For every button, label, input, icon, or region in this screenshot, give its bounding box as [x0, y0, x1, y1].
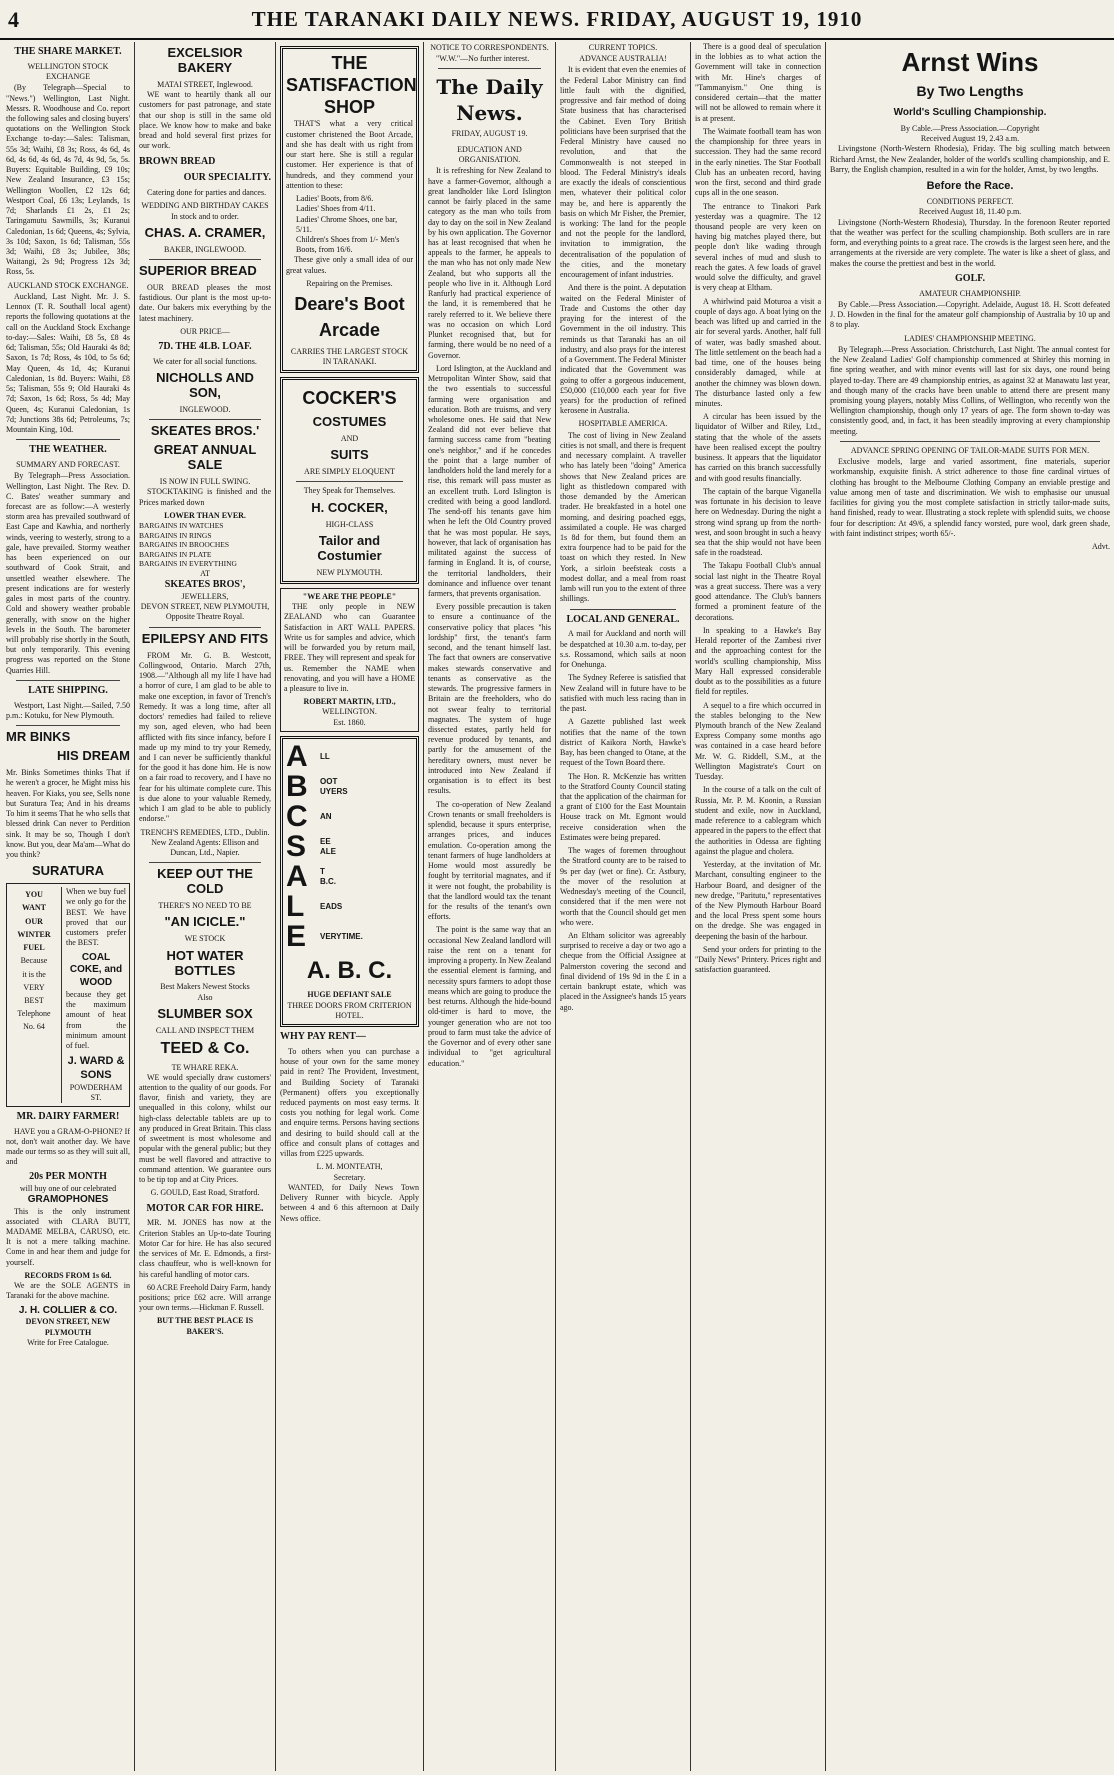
editorial-heading: EDUCATION AND ORGANISATION.	[457, 144, 522, 165]
editorial-paragraph: Lord Islington, at the Auckland and Metropolitan Winter Show, said that the two essentials to successful farming were organisation and education. Both are truisms, and very wholesome ones. He said that New Zealand did not ever believe that farming success came from "beating one's neighbor," and if he concedes the point that a large number of landholders hold the land merely for a rise, this remark will pass muster as an excellent truth. Lord Islington is credited with being a good landlord. The send-off his tenants gave him when he left the Old Country proved that he was most popular. He says, however, that lack of organisation has militated against the success of farming in England. It is, of course, the territorial landholders, their dominance and influence over tenant farmers, that prevents organisation.	[428, 363, 551, 598]
suratura-heading: SURATURA	[32, 863, 104, 879]
binks-heading-1: MR BINKS	[6, 729, 71, 745]
fuel-left-word: VERY	[23, 982, 45, 992]
abc-row	[286, 799, 413, 833]
divider	[149, 862, 261, 863]
editorial-paragraph: The point is the same way that an occasional New Zealand landlord will raise the rent on a tenant for improving a property. In New Zealand the essential element is farming, and necessity spurs farmers to adopt those means which are going to produce the best returns. Although the hide-bound old-timer is hard to move, the younger generation who are not too proud to farm must take the advice of the Governor and of every other sane individual to "get agricultural education."	[428, 925, 551, 1068]
rent-heading: WHY PAY RENT—	[280, 1031, 366, 1042]
fuel-left-word: Telephone	[17, 1009, 51, 1019]
deare-heading-1: Deare's Boot	[294, 294, 405, 315]
weather-heading: THE WEATHER.	[29, 444, 107, 456]
nicholls-sub: INGLEWOOD.	[179, 405, 231, 414]
skeates-firm: SKEATES BROS',	[164, 579, 246, 591]
weather-text: By Telegraph—Press Association. Wellington, Last Night. The Rev. D. C. Bates' weather summary and forecast are as follow:—A westerly storm area has prevailed southward of East Cape and Kawhia, and northerly winds, veering to westerly, strong to a gale, have prevailed. Stormy weather has been experienced on our southward of Cook Strait, and unsettled weather elsewhere. The present indications are for westerly gales in most parts of the country. Cold and showery weather probable generally, with snow on the higher levels in the South. The barometer will probably rise shortly in the South, but only temporarily. This evening progress was reported on the Stone Quarries Hill.	[6, 471, 130, 675]
sole-agents: We are the SOLE AGENTS in Taranaki for the above machine.	[6, 1281, 130, 1301]
local-item-paragraph: A whirlwind paid Moturoa a visit a couple of days ago. A boat lying on the beach was lifted up and carried in the air for several yards. Another, half full of water, was badly smashed about. The little settlement on the beach had a bad time, one of the houses being considerably damaged, while at another the chimney was blown down. The disturbance lasted only a few minutes.	[695, 296, 821, 408]
local-item-paragraph: In the course of a talk on the cult of Russia, Mr. P. M. Koonin, a Russian student and exile, now in Auckland, made reference to a cablegram which appeared in the papers to the effect that the authorities in Odessa are fighting against the plague and cholera.	[695, 785, 821, 856]
abc-word: VERYTIME.	[320, 931, 363, 941]
superior-bread-text: OUR BREAD pleases the most fastidious. Our plant is the most up-to-date. Our bakers mix everything by the latest machinery.	[139, 282, 271, 323]
fuel-middle-text: because they get the maximum amount of heat from the minimum amount of fuel.	[66, 989, 126, 1051]
divider	[149, 419, 261, 420]
slumber-sox: SLUMBER SOX	[157, 1005, 253, 1021]
keep-out-cold: KEEP OUT THE COLD	[157, 866, 253, 897]
column-5	[560, 42, 686, 1771]
abc-letter: E	[286, 919, 307, 953]
fuel-left-word: YOU	[25, 890, 43, 900]
local-paragraph: The Sydney Referee is satisfied that New Zealand will in future have to be satisfied with much less racing than in the past.	[560, 673, 686, 714]
ward-fuel-advert	[6, 883, 130, 1107]
cater-text: We cater for all social functions.	[153, 356, 257, 366]
abc-letter: L	[286, 889, 305, 923]
cocker-suits: SUITS	[330, 447, 369, 463]
te-whare-reka: TE WHARE REKA.	[171, 1062, 239, 1072]
column-2	[139, 42, 271, 1771]
fuel-left-word: BEST	[24, 996, 44, 1006]
abc-word: AN	[320, 811, 332, 821]
divider	[16, 680, 120, 681]
hospitable-text: The cost of living in New Zealand cities is not small, and there is frequent and necessary complaint. A traveller who has lately been "doing" America shows that New Zealand prices are light as thistledown compared with those demanded by the American trader. He breakfasted in a hotel one morning, and desiring poached eggs, assimilated a couple. He was charged 1s 8d for them, but found them an extra fourpence had to be paid for the toast on which they rested. In New York, a sirloin beefsteak costs a modest dollar, and a meal from roast lamb will run you to the extent of three shillings.	[560, 430, 686, 604]
farm-text: 60 ACRE Freehold Dairy Farm, handy positions; price £62 acre. Will arrange your own terms.—Hickman F. Russell.	[139, 1282, 271, 1313]
divider	[149, 259, 261, 260]
fuel-left-word: Because	[20, 956, 48, 966]
abc-letter: S	[286, 829, 307, 863]
local-paragraph: An Eltham solicitor was agreeably surprised to receive a day or two ago a cheque from the Official Assignee at Palmerston covering the second and final dividend of 19s 9d in the £ in a certain bankrupt estate, which was placed in the Assignee's hands 15 years ago.	[560, 931, 686, 1012]
column-rule	[134, 42, 135, 1771]
advance-spring-text: Exclusive models, large and varied assortment, fine materials, superior workmanship, exquisite finish. A strict adherence to those fine cardinal virtues of clothing has brought to the Melbourne Clothing Company an enviable prestige and value among men of taste and discrimination. We wish to emphasise our unusual facilities for giving you the most complete satisfaction in strictly tailor-made suits, hand finished, ready to wear. Illustrating a stock replete with splendid suits, we choose four for description: At 49/6, a splendid fancy worsted, pure wool, dark green shade, with faint indistinct stripes; worth 65/-.	[830, 457, 1110, 538]
editorial-paragraph: The co-operation of New Zealand Crown tenants or small freeholders is splendid, because it spurs enterprise, arranges prices, and induces emulation. Co-operation among the tenant farmers of huge landholders at Home would most assuredly be fought by territorial magnates, and if it were not fought, the probability is that the landlord would tax the tenant for the results of the tenant's own efforts.	[428, 799, 551, 922]
catering-text: Catering done for parties and dances.	[147, 188, 267, 198]
arnst-subheadline: By Two Lengths	[916, 83, 1024, 100]
cocker-eloquent: ARE SIMPLY ELOQUENT	[304, 467, 395, 477]
current-topics-paragraph: It is evident that even the enemies of the Federal Labor Ministry can find little fault with the dignified, progressive and fair method of doing State business that has characterised the Cabinet. Even Tory British politicians have been surprised that the Federal Ministry have caused no revolution, and that the Commonwealth is not steeped in blood. The Federal Ministry's ideals are exactly the ideals of conscientious men, whatever their political color may be, and here is apparently the basis on which Mr Fisher, the Premier, is working: The land for the people and not the people for the landlord, invitation to immigration, the decentralisation of the population of the cities, and the monetary encouragement of infant industries.	[560, 65, 686, 280]
epilepsy-text: FROM Mr. G. B. Westcott, Collingwood, Ontario. March 27th, 1908.—"Although all my life I have had a horror of cure, I am glad to be able to make one exception, in favor of Trench's Remedy. It was a long time, after all doctors' remedies had failed to relieve my son, aged eleven, who had been afflicted with fits since infancy, before I made up my mind to try your Remedy, and I can never be sufficiently thankful for the good it has done him. He is now on a fair road to recovery, and I have no fear for his ultimate complete cure. This is due alone to your valuable Remedy, which I am glad to be able to publicly endorse."	[139, 650, 271, 824]
skeates-heading-3: IS NOW IN FULL SWING.	[159, 477, 251, 487]
divider	[296, 481, 403, 482]
local-paragraph: A mail for Auckland and north will be despatched at 10.30 a.m. to-day, per s.s. Rossamond, which sails at noon for Onehunga.	[560, 629, 686, 670]
best-makers: Best Makers Newest Stocks	[160, 982, 250, 992]
weather-subheading: SUMMARY AND FORECAST.	[16, 460, 120, 470]
wedding-cakes: WEDDING AND BIRTHDAY CAKES In stock and to order.	[141, 201, 269, 221]
fuel-left-word: OUR	[25, 916, 43, 926]
nz-agents: New Zealand Agents: Ellison and Duncan, Ltd., Napier.	[151, 837, 259, 858]
hospitable-heading: HOSPITABLE AMERICA.	[578, 419, 668, 429]
current-topics-heading: CURRENT TOPICS.	[588, 43, 658, 52]
cocker-town: NEW PLYMOUTH.	[316, 567, 383, 577]
fuel-left-column	[10, 887, 62, 1103]
fuel-coal: COAL	[81, 951, 111, 963]
newspaper-title: THE TARANAKI DAILY NEWS. FRIDAY, AUGUST 19, 1910	[251, 7, 863, 31]
an-icicle: "AN ICICLE."	[164, 914, 246, 930]
bakery-text: WE want to heartily thank all our customers for past patronage, and state that our shop is still in the same old place. We know how to make and bake bread and hold several first prizes for our work.	[139, 90, 271, 151]
ladies-championship: LADIES' CHAMPIONSHIP MEETING.	[904, 333, 1036, 343]
deare-heading-2: Arcade	[318, 319, 381, 340]
abc-word: OOT UYERS	[320, 776, 348, 796]
abc-location: THREE DOORS FROM CRITERION HOTEL.	[287, 1000, 412, 1020]
satisfaction-text: THAT'S what a very critical customer christened the Boot Arcade, and she has dealt with us right from our start here. She is still a regular customer. Her experience is that of hundreds, and they commend your attention to these:	[286, 119, 413, 190]
dairy-heading: MR. DAIRY FARMER!	[16, 1110, 120, 1122]
abc-row	[286, 769, 413, 803]
editorial-body	[428, 166, 551, 1068]
editorial-paragraph: Every possible precaution is taken to ensure a continuance of the conservative policy that places "his lordship" first, the tenant's farm second, and the tenant himself last. The fact that owners are conservative makes stewards conservative and tenants as conservative as the stewards. The progressive farmers in Britain are the freeholders, who do not swear fealty to territorial magnates. The system of huge dissected estates, partly held for revenue produced by tenants, and partly for the amusement of the hereditary owners, must never be introduced into New Zealand if organisation is to effect its best results.	[428, 602, 551, 796]
collier-catalogue: Write for Free Catalogue.	[27, 1337, 109, 1347]
teed-signature: G. GOULD, East Road, Stratford.	[150, 1188, 260, 1198]
motor-text: MR. M. JONES has now at the Criterion Stables an Up-to-date Touring Motor Car for hire. He has also secured the services of Mr. E. Edmonds, a first-class chauffeur, who is well-known for his careful handling of motor cars.	[139, 1218, 271, 1279]
page-number: 4	[8, 7, 19, 32]
collier-name: J. H. COLLIER & CO.	[18, 1304, 118, 1316]
rent-signature: L. M. MONTEATH,	[316, 1162, 383, 1172]
fuel-left-word: FUEL	[23, 943, 45, 953]
column-3	[280, 42, 419, 1771]
wanted-runner: WANTED, for Daily News Town Delivery Runner with bicycle. Apply between 4 and 6 this afternoon at Daily News office.	[280, 1182, 419, 1223]
wellington-exchange-text: (By Telegraph—Special to "News.") Wellington, Last Night. Messrs. R. Woodhouse and Co. report the following sales and closing buyers' quotations on the Wellington Stock Exchange to-day:—Sales: Talisman, 55s 3d; Waihi, £8 3s; Ross, 4s 6d, 4s 6d, 4s 6d, 4s 6d, 4s 7d, 4s 9d, 5s, 5s. Buyers: Equitable Building, £9 10s; New Zealand Insurance, £3 15s; Wellington Woollen, £2 12s 6d; Westport Coal, £6 13s; Leylands, 1s 7d; Sharlands £1 2s, £1 2s; Taringamutu Sawmills, 3s; Kuranui Caledonian, 1s 6d; Queens, 4s; Sylvia, 3s 10d; Saxon, 1s 6d; Talisman, 55s 3d; Waihi, £8 3s; Jubilee, 38s; Waitangi, 2s 9d; Progress 12s 3d; Ross, 5s.	[6, 83, 130, 277]
motor-heading: MOTOR CAR FOR HIRE.	[146, 1202, 264, 1214]
skeates-heading-2: GREAT ANNUAL SALE	[153, 442, 257, 473]
cramer-name: CHAS. A. CRAMER,	[144, 224, 266, 240]
column-7	[830, 42, 1110, 1771]
advance-spring-heading: ADVANCE SPRING OPENING OF TAILOR-MADE SUITS FOR MEN.	[850, 445, 1090, 455]
trench-remedies: TRENCH'S REMEDIES, LTD., Dublin.	[140, 827, 270, 837]
binks-poem: Mr. Binks Sometimes thinks That if he weren't a grocer, he Might miss his heaven. For Kiaks, you see, Sells none but Suratura Tea; And in his dreams To him it seems That he who sells that blessed drink Can never to Perdition sink. It may be so, Though I don't know. But you, dear Ma'am—What do you think?	[6, 768, 130, 859]
dairy-text-2: will buy one of our celebrated	[19, 1183, 117, 1193]
divider	[16, 439, 120, 440]
cocker-name: H. COCKER,	[311, 499, 388, 515]
divider	[16, 725, 120, 726]
column-rule	[825, 42, 826, 1771]
local-general-body	[560, 629, 686, 1012]
local-item-paragraph: The Waimate football team has won the championship for three years in succession. They had the same record in the early nineties. The Star Football Club has an unbeaten record, having won the first, second and third grade cups all in the one season.	[695, 126, 821, 198]
auckland-exchange-heading: AUCKLAND STOCK EXCHANGE.	[7, 280, 129, 290]
abc-row	[286, 739, 413, 773]
deare-sub: CARRIES THE LARGEST STOCK IN TARANAKI.	[290, 346, 409, 366]
satisfaction-price-item: Ladies' Shoes from 4/11.	[296, 204, 376, 214]
local-item-paragraph: The Takapu Football Club's annual social last night in the Theatre Royal was a great success. There was a very good attendance. The Club's banners formed a prominent feature of the decorations.	[695, 561, 821, 622]
golf-heading: GOLF.	[955, 272, 985, 284]
paper-date: FRIDAY, AUGUST 19.	[451, 128, 528, 138]
local-paragraph: The Hon. R. McKenzie has written to the Stratford County Council stating that the application of the chairman for a grant of £100 for the East Mountain House track on Mt. Egmont would receive consideration when the Estimates were being prepared.	[560, 771, 686, 842]
cocker-speak: They Speak for Themselves.	[303, 486, 396, 496]
cocker-advert	[280, 377, 419, 584]
no-need: THERE'S NO NEED TO BE	[158, 901, 252, 911]
local-item-paragraph: Send your orders for printing to the "Daily News" Printery. Prices right and satisfaction guaranteed.	[695, 944, 821, 975]
skeates-heading-1: SKEATES BROS.'	[150, 423, 260, 439]
column-rule	[690, 42, 691, 1771]
bargain-line: BARGAINS IN PLATE	[139, 549, 212, 559]
satisfaction-shop-advert	[280, 46, 419, 373]
fuel-left-word: WINTER	[17, 929, 51, 939]
abc-word: T B.C.	[320, 866, 336, 886]
cramer-sub: BAKER, INGLEWOOD.	[164, 244, 246, 254]
before-race-text: Livingstone (North-Western Rhodesia), Thursday. In the forenoon Reuter reported that the weather was perfect for the sculling championship. Both scullers are in rare form, and everything points to a great race. The crowds is the largest seen here, and the arrangements at the riverside are very complete. The water is like a sheet of glass, and makes the course the prettiest and best in the world.	[830, 217, 1110, 268]
local-items	[695, 42, 821, 976]
before-race-heading: Before the Race.	[926, 180, 1014, 193]
editorial-paragraph: It is refreshing for New Zealand to have a farmer-Governor, although a great landholder like Lord Islington cannot be fairly placed in the same category as the man who toils from day to day on the soil in New Zealand by his own application. The Governor has at least recognised that when he appeals to the farmer, he appeals to the man who has not only made New Zealand, but who supports all the people who live in it. Although Lord Ranfurly had practical experience of the land, it is remembered that he rarely referred to it. We believe there was no occasion on which Lord Plunket recognised that, but for farming, there would be no need of a Governor.	[428, 166, 551, 360]
bargains-list	[139, 521, 271, 569]
cocker-heading: COCKER'S	[302, 388, 397, 409]
notice-text: "W.W."—No further interest.	[436, 54, 530, 64]
dairy-text: HAVE you a GRAM-O-PHONE? If not, don't wait another day. We have made our terms so as they will suit all, and	[6, 1126, 130, 1167]
golf-text: By Cable.—Press Association.—Copyright. Adelaide, August 18. H. Scott defeated J. D. Howden in the final for the amateur golf championship of Australia by 10 up and 8 to play.	[830, 299, 1110, 330]
local-paragraph: The wages of foremen throughout the Stratford county are to be raised to 9s per day (wet or fine). Cr. Astbury, the mover of the resolution at Wednesday's meeting of the Council, considered that if the men were not worth that the Council should get men who were.	[560, 846, 686, 927]
nicholls-name: NICHOLLS AND SON,	[156, 370, 254, 401]
local-item-paragraph: The captain of the barque Viganella was fortunate in his decision to leave here on Wednesday. During the night a strong wind sprang up from the north-west, and soon brought in such a heavy sea that the ship would not have been safe in the roadstead.	[695, 486, 821, 558]
hot-water-bottles: HOT WATER BOTTLES	[166, 947, 244, 978]
cocker-tailor: Tailor and Costumier	[317, 532, 382, 563]
abc-word: EE ALE	[320, 836, 336, 856]
brown-bread: BROWN BREAD	[139, 155, 216, 167]
wellington-exchange-heading: WELLINGTON STOCK EXCHANGE	[27, 61, 109, 82]
ward-address: POWDERHAM ST.	[69, 1082, 123, 1102]
current-topics-paragraph: And there is the point. A deputation waited on the Federal Minister of Trade and Customs the other day praying for the interest of the Government in the oil industry. This reminds us that Taranaki has an oil industry, and also prays for the interest of a Government. The Federal Minister indicated that the Government was going to offer a gorgeous inducement, £50,000 (£10,000 each year for five years) for the production of refined kerosene in Australia.	[560, 283, 686, 416]
shipping-text: Westport, Last Night.—Sailed, 7.50 p.m.: Kotuku, for New Plymouth.	[6, 700, 130, 720]
divider	[438, 68, 541, 69]
records-price: RECORDS FROM 1s 6d.	[24, 1270, 112, 1280]
abc-row	[286, 919, 413, 953]
call-inspect: CALL AND INSPECT THEM	[155, 1025, 255, 1035]
lower-than-ever: LOWER THAN EVER.	[164, 510, 246, 520]
received-2: Received August 18, 11.40 p.m.	[918, 207, 1022, 217]
bargain-line: BARGAINS IN RINGS	[139, 530, 212, 540]
fuel-intro: When we buy fuel we only go for the BEST. We have proved that our customers prefer the BEST.	[66, 887, 126, 948]
column-rule	[555, 42, 556, 1771]
epilepsy-heading: EPILEPSY AND FITS	[141, 630, 269, 646]
auckland-exchange-text: Auckland, Last Night. Mr. J. S. Lennox (T. R. Southall local agent) reports the following quotations at the call on the Auckland Stock Exchange to-day:—Sales: Waihi, £8 5s, £8 4s 6d; Talisman, 55s; Old Hauraki 4s 8d; Saxon, 1s 7d; Ross, 4s 10d, to 5s 6d; May Queen, 4s 1d, 4s; Kuranui Caledonian, 1s 8d. Buyers: Waihi, £8 5s; Talisman, 55s 9; Old Hauraki 4s 7d; Saxon, 1s 6d; Ross, 5s 4d; May Queen, 4s; Kuranui Caledonian, 1s 7d; Junctions 38s 6d; Petroleums, 7s; Mountain King, 10d.	[6, 291, 130, 434]
satisfaction-price-list	[286, 194, 413, 255]
share-market-heading: THE SHARE MARKET.	[14, 46, 122, 57]
arnst-headline: Arnst Wins	[901, 47, 1039, 77]
martin-advert	[280, 588, 419, 732]
local-item-paragraph: The entrance to Tinakori Park yesterday was a quagmire. The 12 thousand people are very keen on having big matches played there, but people don't like wading through several inches of mud and slush to reach the gates. A few loads of gravel would solve the difficulty, and gravel is very cheap at Eltham.	[695, 201, 821, 293]
rent-text: To others when you can purchase a house of your own for the same money paid in rent? The Provident, Investment, and Building Society of Taranaki (Permanent) offers you exceptionally reduced payments on most easy terms. It costs you nothing for legal work. Come and enquire terms. Persons having sections and desiring to build should call at the office and consult plans of cottages and villas from £225 upwards.	[280, 1046, 419, 1159]
excelsior-bakery-heading: EXCELSIOR BAKERY	[167, 45, 243, 75]
abc-sale-advert	[280, 736, 419, 1027]
cable-copyright: By Cable.—Press Association.—Copyright	[900, 123, 1040, 133]
abc-letter: B	[286, 769, 308, 803]
bargain-line: BARGAINS IN BROOCHES	[139, 540, 230, 550]
martin-name: ROBERT MARTIN, LTD.,	[303, 697, 396, 707]
amateur-championship: AMATEUR CHAMPIONSHIP.	[919, 288, 1021, 298]
column-4	[428, 42, 551, 1771]
abc-acrostic	[286, 739, 413, 953]
local-general-heading: LOCAL AND GENERAL.	[566, 613, 680, 625]
martin-est: Est. 1860.	[333, 717, 366, 727]
ladies-text: By Telegraph.—Press Association. Christchurch, Last Night. The annual contest for the New Zealand Ladies' Golf championship commenced at Shirley this morning in fine spring weather, and with minor events will last for six days, one round being played to-day. There are 49 championship entries, as against 32 at Manawatu last year, and though many of the cracks have been unable to attend there are present many promising young players, notably Miss Collins, of Wellington, who recently won the Wellington championship, though only 17 years of age. The form shown to-day was consistently good, and, in fact, it has been steadily improving at every championship meeting.	[830, 344, 1110, 436]
shipping-heading: LATE SHIPPING.	[28, 684, 108, 696]
local-item-paragraph: A circular has been issued by the liquidator of Wilber and Riley, Ltd., stating that the whole of the assets have been realised except the poultry business. It appears that the liquidator has carried on this branch successfully and with good results financially.	[695, 412, 821, 483]
local-paragraph: A Gazette published last week notifies that the name of the town district of Kaikora North, Hawke's Bay, has been changed to Otane, at the request of the Town Board there.	[560, 717, 686, 768]
satisfaction-shop: SHOP	[323, 96, 375, 117]
fuel-left-word: No. 64	[23, 1022, 45, 1032]
arnst-text: Livingstone (North-Western Rhodesia), Friday. The big sculling match between Richard Arnst, the New Zealander, holder of the world's sculling championship, and E. Barry, the English champion, resulted in a win for the holder, Arnst, by two lengths.	[830, 144, 1110, 174]
local-item-paragraph: In speaking to a Hawke's Bay Herald reporter of the Zambesi river and the approaching contest for the world's sculling championship, Miss Mary Hall expressed considerable doubt as to the possibilities as a future field for reptiles.	[695, 625, 821, 697]
column-1	[6, 42, 130, 1771]
current-topics-body	[560, 65, 686, 416]
satisfaction-the: THE	[331, 53, 368, 73]
column-rule	[423, 42, 424, 1771]
abc-word: LL	[320, 751, 330, 761]
fuel-left-word: it is the	[22, 969, 46, 979]
loaf-price: 7D. THE 4LB. LOAF.	[158, 341, 252, 353]
collier-address: DEVON STREET, NEW PLYMOUTH	[25, 1317, 111, 1337]
local-item-paragraph: There is a good deal of speculation in the lobbies as to what action the Government will take in connection with Mr. Hine's charges of "Tammanyism." One thing is considered certain—that the matter will not be allowed to remain where it is at present.	[695, 42, 821, 123]
masthead	[0, 0, 1114, 40]
dairy-text-3: This is the only instrument associated with CLARA BUTT, MADAME MELBA, CARUSO, etc. It is not a mere talking machine. Come in and hear them and judge for yourself.	[6, 1206, 130, 1267]
teed-heading: TEED & Co.	[160, 1040, 250, 1058]
abc-row	[286, 889, 413, 923]
abc-letter: C	[286, 799, 308, 833]
binks-heading-2: HIS DREAM	[57, 748, 130, 764]
our-price: OUR PRICE—	[180, 326, 230, 336]
advt-label: Advt.	[1092, 542, 1110, 552]
ward-firm-1: J. WARD &	[67, 1055, 125, 1068]
repairing: Repairing on the Premises.	[306, 278, 393, 288]
cocker-costumes: COSTUMES	[312, 414, 387, 429]
fuel-left-word: WANT	[21, 903, 46, 913]
conditions-perfect: CONDITIONS PERFECT.	[926, 197, 1014, 207]
satisfaction-price-item: Ladies' Chrome Shoes, one bar, 5/11.	[296, 214, 398, 234]
satisfaction-price-item: Ladies' Boots, from 8/6.	[296, 194, 374, 204]
satisfaction-word: SATISFACTION	[286, 74, 417, 95]
people-text: THE only people in NEW ZEALAND who can Guarantee Satisfaction in ART WALL PAPERS. Write us for samples and advice, which will be forwarded you by return mail, FREE. They will represent and speak for us. Remember the NAME when renovating, and you will have a HOME a pleasure to live in.	[284, 602, 415, 693]
superior-bread-heading: SUPERIOR BREAD	[139, 262, 257, 278]
rent-secretary: Secretary.	[333, 1172, 366, 1182]
teed-text: WE would specially draw customers' attention to the quality of our goods. For flavor, finish and variety, they are unequalled in this colony, whilst our high-class delectable tablets are up to any produced in Great Britain. This class of sweetment is most wholesome and popular with the general public; but they must be well flavored and attractive to command attention. We guarantee ours to be tip top and at City Prices.	[139, 1072, 271, 1185]
martin-city: WELLINGTON.	[322, 707, 377, 717]
divider	[840, 441, 1100, 442]
fuel-wood: WOOD	[79, 977, 113, 989]
sculling-championship-heading: World's Sculling Championship.	[893, 107, 1047, 119]
column-rule	[275, 42, 276, 1771]
our-speciality: OUR SPECIALITY.	[183, 172, 271, 184]
bargain-line: BARGAINS IN EVERYTHING	[139, 559, 237, 569]
dairy-price: 20s PER MONTH	[29, 1170, 107, 1182]
ward-firm-2: SONS	[80, 1069, 112, 1082]
column-6	[695, 42, 821, 1771]
paper-title: The Daily News.	[436, 75, 543, 126]
stocktaking-text: STOCKTAKING is finished and the Prices marked down	[139, 487, 271, 507]
local-item-paragraph: Yesterday, at the invitation of Mr. Marchant, consulting engineer to the Harbour Board, and designer of the new dredge, "Paritutu," representatives of the New Plymouth Harbour Board and the local Press spent some hours on the dredge. She was engaged in deepening the basin of the harbour.	[695, 860, 821, 941]
abc-big: A. B. C.	[306, 956, 393, 984]
abc-word: EADS	[320, 901, 343, 911]
local-item-paragraph: A sequel to a fire which occurred in the stables belonging to the New Plymouth branch of the New Zealand Express Company some months ago was contained in a case heard before Mr. W. G. Riddell, S.M., at the Wellington Magistrate's Court on Tuesday.	[695, 700, 821, 782]
divider	[149, 627, 261, 628]
skeates-address: DEVON STREET, NEW PLYMOUTH, Opposite Theatre Royal.	[140, 602, 270, 622]
abc-row	[286, 859, 413, 893]
we-stock: WE STOCK	[184, 934, 226, 944]
satisfaction-price-item: Children's Shoes from 1/- Men's Boots, from 16/6.	[296, 234, 400, 255]
received-1: Received August 19, 2.43 a.m.	[920, 134, 1020, 144]
abc-letter: A	[286, 739, 308, 773]
cocker-and: AND	[340, 433, 359, 443]
bakery-address: MATAI STREET, Inglewood.	[157, 79, 253, 89]
gramophones-heading: GRAMOPHONES	[27, 1193, 109, 1205]
notice-heading: NOTICE TO CORRESPONDENTS.	[430, 43, 549, 52]
satisfaction-text-2: These give only a small idea of our great values.	[286, 255, 413, 275]
people-heading: "WE ARE THE PEOPLE"	[302, 591, 397, 601]
divider	[570, 609, 676, 610]
also: Also	[197, 992, 213, 1002]
advance-australia-heading: ADVANCE AUSTRALIA!	[579, 54, 667, 64]
at-label: AT	[200, 568, 210, 578]
bargain-line: BARGAINS IN WATCHES	[139, 520, 224, 530]
fuel-coke: COKE, and	[69, 964, 123, 976]
cocker-highclass: HIGH-CLASS	[325, 519, 374, 529]
bakers-slogan: BUT THE BEST PLACE IS BAKER'S.	[156, 1316, 254, 1336]
abc-sale: HUGE DEFIANT SALE	[307, 990, 392, 1000]
jewellers: JEWELLERS,	[181, 591, 229, 601]
abc-letter: A	[286, 859, 308, 893]
abc-row	[286, 829, 413, 863]
